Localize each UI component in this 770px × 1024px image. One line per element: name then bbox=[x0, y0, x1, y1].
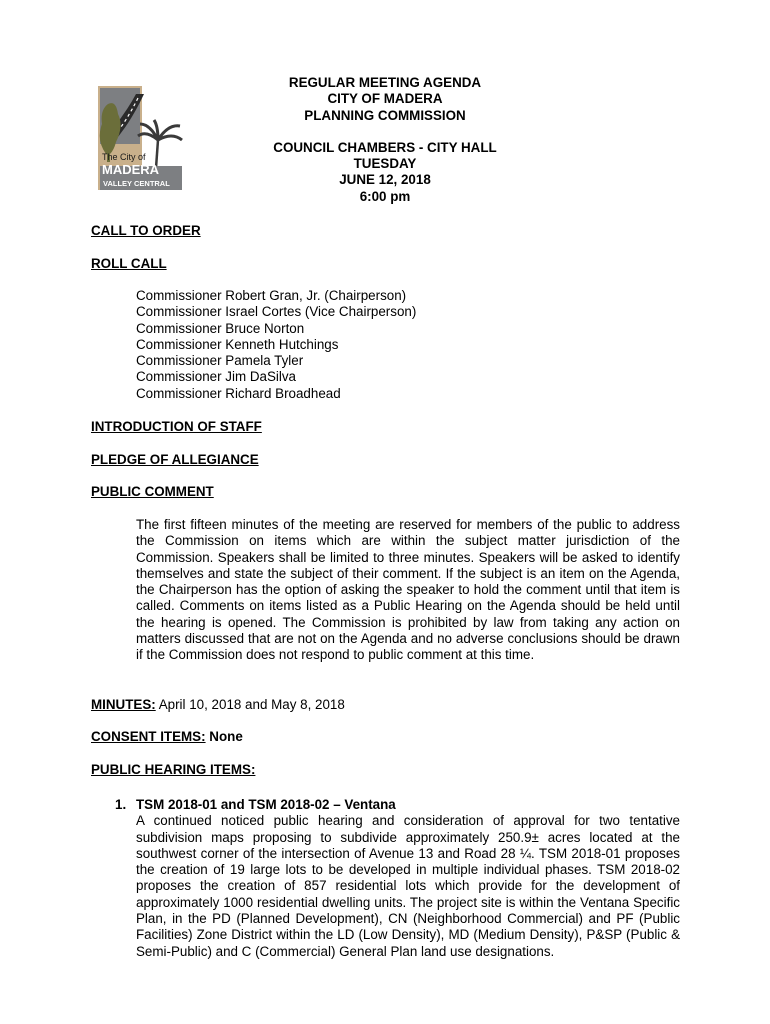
commissioner-entry: Commissioner Kenneth Hutchings bbox=[136, 336, 339, 352]
commissioner-roster bbox=[136, 288, 416, 402]
hearing-item-title: TSM 2018-01 and TSM 2018-02 – Ventana bbox=[136, 797, 396, 812]
header-line-location: COUNCIL CHAMBERS - CITY HALL bbox=[273, 139, 497, 155]
header-line-day: TUESDAY bbox=[353, 156, 417, 172]
hearing-item-description: A continued noticed public hearing and consideration of approval for two tentative subdivision maps proposing to subdivide approximately 250.9± acres located at the southwest corner of the intersection of Avenue 13 and Road 28 ¼. TSM 2018-01 proposes the creation of 19 large lots to be developed in multiple individual phases. TSM 2018-02 proposes the creation of 857 residential lots which provide for the development of approximately 1000 residential dwelling units. The project site is within the Ventana Specific Plan, in the PD (Planned Development), CN (Neighborhood Commercial) and PF (Public Facilities) Zone District within the LD (Low Density), MD (Medium Density), P&SP (Public & Semi-Public) and C (Commercial) General Plan land use designations. bbox=[136, 813, 680, 959]
consent-items-line bbox=[91, 729, 243, 745]
consent-items-value: None bbox=[205, 729, 243, 744]
commissioner-entry: Commissioner Jim DaSilva bbox=[136, 369, 296, 385]
consent-items-label: CONSENT ITEMS: bbox=[91, 729, 206, 744]
minutes-line bbox=[91, 697, 345, 713]
header-line-commission: PLANNING COMMISSION bbox=[304, 107, 466, 123]
commissioner-entry: Commissioner Pamela Tyler bbox=[136, 353, 304, 369]
commissioner-entry: Commissioner Robert Gran, Jr. (Chairperson) bbox=[136, 288, 407, 303]
city-of-madera-logo bbox=[92, 80, 188, 198]
logo-text-city-of: The City of bbox=[102, 152, 146, 162]
section-call-to-order: CALL TO ORDER bbox=[91, 223, 201, 238]
hearing-item-number: 1. bbox=[115, 797, 127, 812]
section-public-hearing-items: PUBLIC HEARING ITEMS: bbox=[91, 762, 256, 777]
commissioner-entry: Commissioner Richard Broadhead bbox=[136, 385, 341, 401]
agenda-header bbox=[200, 75, 570, 205]
header-line-time: 6:00 pm bbox=[359, 188, 411, 204]
section-roll-call: ROLL CALL bbox=[91, 256, 167, 271]
commissioner-entry: Commissioner Bruce Norton bbox=[136, 320, 305, 336]
commissioner-entry: Commissioner Israel Cortes (Vice Chairperson) bbox=[136, 304, 417, 320]
minutes-value: April 10, 2018 and May 8, 2018 bbox=[155, 697, 345, 712]
section-public-comment: PUBLIC COMMENT bbox=[91, 484, 214, 499]
section-pledge-of-allegiance: PLEDGE OF ALLEGIANCE bbox=[91, 452, 259, 467]
public-comment-text: The first fifteen minutes of the meeting are reserved for members of the public to address the Commission on items which are within the subject matter jurisdiction of the Commission. Speakers shall be limited to three minutes. Speakers will be asked to identify themselves and state the subject of their comment. If the subject is an item on the Agenda, the Chairperson has the option of asking the speaker to hold the comment until that item is called. Comments on items listed as a Public Hearing on the Agenda should be held until the hearing is opened. The Commission is prohibited by law from taking any action on matters discussed that are not on the Agenda and no adverse conclusions should be drawn if the Commission does not respond to public comment at this time. bbox=[136, 517, 680, 663]
section-introduction-of-staff: INTRODUCTION OF STAFF bbox=[91, 419, 262, 434]
logo-text-valley-central: VALLEY CENTRAL bbox=[103, 179, 170, 188]
logo-text-madera: MADERA bbox=[102, 162, 160, 177]
header-line-date: JUNE 12, 2018 bbox=[339, 172, 431, 188]
minutes-label: MINUTES: bbox=[91, 697, 156, 712]
header-line-city: CITY OF MADERA bbox=[327, 91, 443, 107]
header-line-agenda: REGULAR MEETING AGENDA bbox=[288, 75, 482, 90]
